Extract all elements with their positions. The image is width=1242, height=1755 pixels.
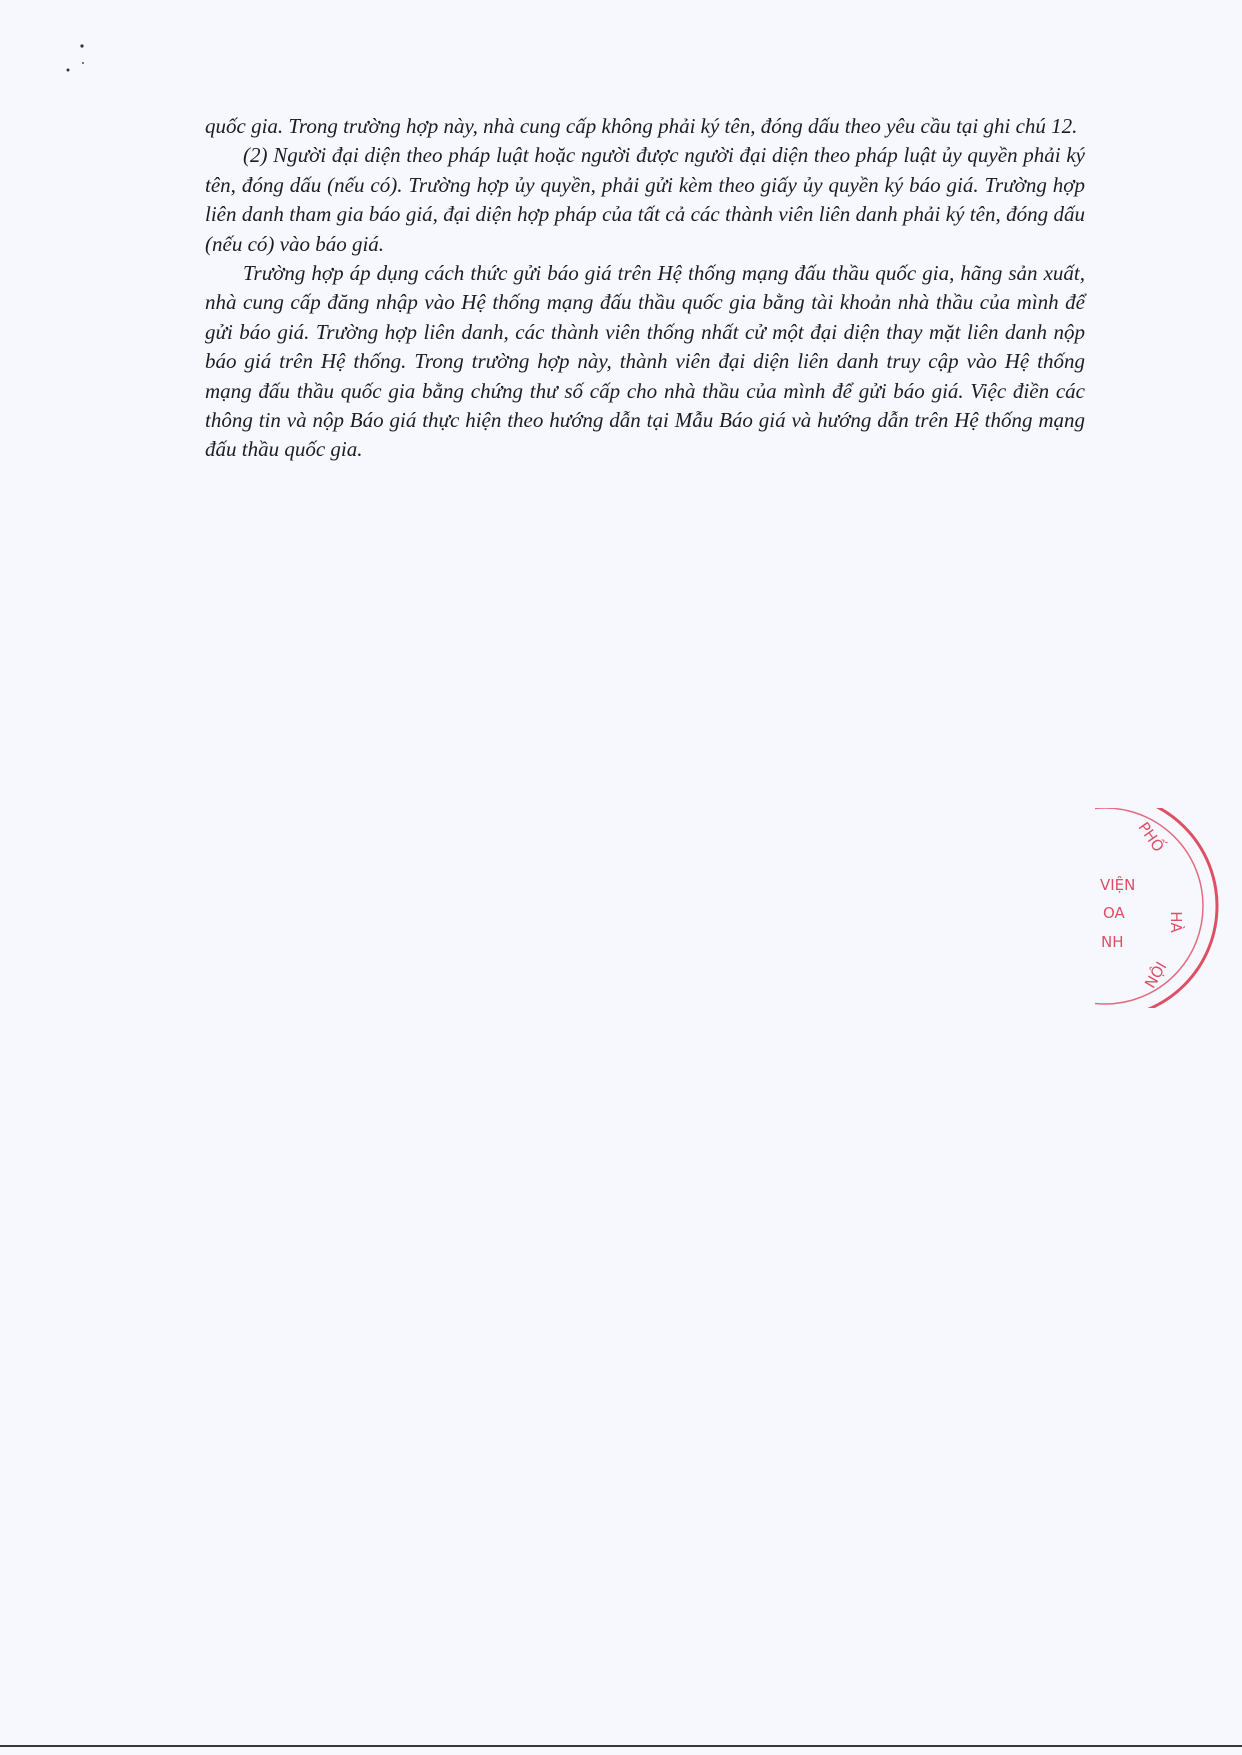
seal-text-vien: VIỆN: [1100, 876, 1136, 894]
seal-text-oa: OA: [1103, 904, 1125, 922]
seal-text-noi: NỘI: [1141, 958, 1171, 992]
seal-text-pho: PHỐ: [1134, 818, 1168, 856]
paragraph-note-2: (2) Người đại diện theo pháp luật hoặc người được người đại diện theo pháp luật ủy quyền phải ký tên, đóng dấu (nếu có). Trường hợp ủy quyền, phải gửi kèm theo giấy ủy quyền ký báo giá. Trường hợp liên danh tham gia báo giá, đại diện hợp pháp của tất cả các thành viên liên danh phải ký tên, đóng dấu (nếu có) vào báo giá.: [205, 143, 1085, 256]
red-seal-stamp: [1095, 808, 1235, 1008]
seal-text-nh: NH: [1101, 933, 1124, 951]
scan-speck-marks: [30, 40, 90, 80]
seal-text-ha: HÀ: [1166, 911, 1185, 933]
paragraph-continuation: quốc gia. Trong trường hợp này, nhà cung cấp không phải ký tên, đóng dấu theo yêu cầu tại ghi chú 12.: [205, 114, 1078, 138]
scan-bottom-edge: [0, 1745, 1242, 1747]
paragraph-online-submission: Trường hợp áp dụng cách thức gửi báo giá trên Hệ thống mạng đấu thầu quốc gia, hãng sản xuất, nhà cung cấp đăng nhập vào Hệ thống mạng đấu thầu quốc gia bằng tài khoản nhà thầu của mình để gửi báo giá. Trường hợp liên danh, các thành viên thống nhất cử một đại diện thay mặt liên danh nộp báo giá trên Hệ thống. Trong trường hợp này, thành viên đại diện liên danh truy cập vào Hệ thống mạng đấu thầu quốc gia bằng chứng thư số cấp cho nhà thầu của mình để gửi báo giá. Việc điền các thông tin và nộp Báo giá thực hiện theo hướng dẫn tại Mẫu Báo giá và hướng dẫn trên Hệ thống mạng đấu thầu quốc gia.: [205, 261, 1085, 462]
document-body: [205, 112, 1085, 465]
